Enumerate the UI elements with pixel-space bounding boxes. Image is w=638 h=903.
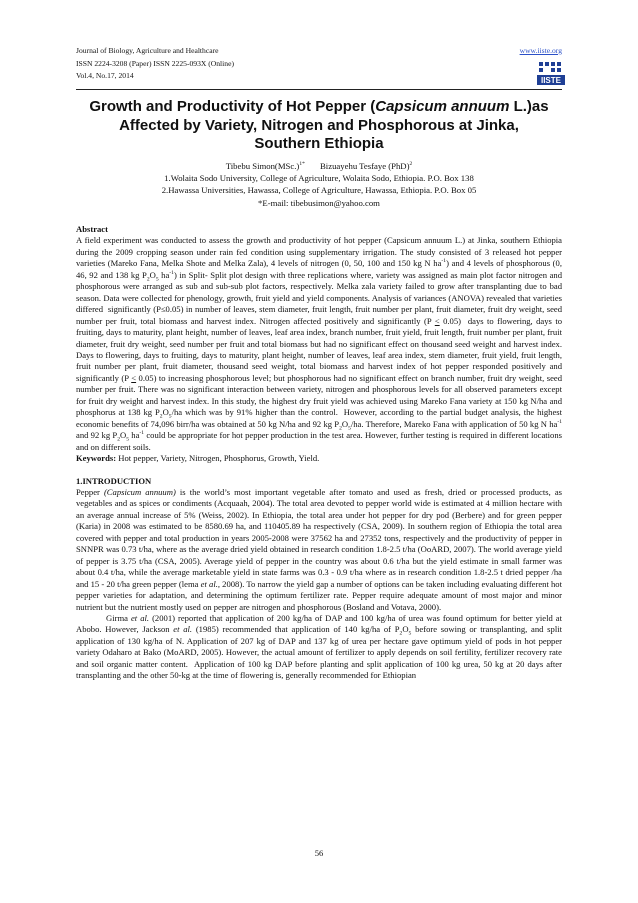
abstract-heading: Abstract xyxy=(76,224,108,234)
introduction-paragraph-1: Pepper (Capsicum annuum) is the world’s most important vegetable after tomato and used as fresh, dried or processed products, as vegetables and as spices or condiments (Acquaah, 2004). The total area devoted to pepper world wide is estimated at 4 million hectare with an average annual increase of 5% (Weiss, 2002). In Ethiopia, the total area under hot pepper for dry pod (Berbere) and for green pepper (Karia) in 2008 was estimated to be 8580.69 ha, and 110405.89 ha respectively (CSA, 2009). In southern region of Ethiopia the total area covered with pepper and total production in years 2005-2008 were 37562 ha and 27352 tons, respectively and the productivity of pepper in SNNPR was 0.73 t/ha, where as the average dried yield obtained in research condition 1.8-2.5 t/ha (OoARD, 2007). The world average yield of pepper is 3.75 t/ha (CSA, 2005). Average yield of pepper in the country was about 0.6 t/ha but the yield estimate in small farmer was about 0.4 t/ha, while the average marketable yield in state farms was 0.3 - 0.9 t/ha where as in research condition 1.8-2.5 t dried pepper /ha and 15 - 20 t/ha green pepper (lema et al., 2008). To narrow the yield gap a number of options can be taken including evaluating different hot pepper varieties for adaptation, and determining the optimum fertilizer rate. Pepper require adequate amount of most major and minor nutrient but the nutrient mostly used on pepper are nitrogen and phosphorous (Bosland and Votava, 2000). xyxy=(76,486,562,612)
page-number: 56 xyxy=(314,848,324,858)
journal-issn: ISSN 2224-3208 (Paper) ISSN 2225-093X (Online) xyxy=(76,58,234,68)
abstract-text: A field experiment was conducted to assess the growth and productivity of hot pepper (Capsicum annuum L.) at Jinka, southern Ethiopia during the 2009 cropping season under rain fed condition using supplementary irrigation. The study consisted of 3 released hot pepper varieties (Mareko Fana, Melka Shote and Melka Zala), 4 levels of nitrogen (0, 50, 100 and 150 kg N $ha^{-1}$) and 4 levels of phosphorous (0, 46, 92 and 138 kg $P_2O_5$ $ha^{-1}$) in Split- Split plot design with three replications where, variety was assigned as main plot factor nitrogen and phosphorous were arranged as sub and sub-sub plot factors, respectively. Melka zala variety failed to grow after transplanting due to bad season. Data were collected for phenology, growth, fruit yield and yield components. Analysis of variances (ANOVA) revealed that varieties differed significantly (P≤0.05) in number of leaves, stem diameter, fruit length, fruit number per plant, fruit diameter, fruit dry weight, seed number per fruit, total biomass and harvest index. Nitrogen affected positively and significantly (P < 0.05) days to flowering, days to fruiting, days to maturity, plant height, number of leaves, leaf area index, branch number, fruit yield, fruit length, fruit number per plant, fruit diameter, fruit dry weight, seed number per fruit and total biomass but had no significant effect on thousand seed weight and harvest index. Days to flowering, days to fruiting, days to maturity, plant height, number of leaves, leaf area index, stem diameter, fruit yield, fruit length, fruit number per plant, fruit diameter, thousand seed weight, total biomass and harvest index of hot pepper responded positively and significantly (P < 0.05) to increasing phosphorous level; but phosphorous had no significant effect on branch number, fruit dry weight, seed number per fruit. There was no significant interaction between variety, nitrogen and phosphorous levels for all observed parameters except for fruit dry weight and harvest index. In this study, the highest dry fruit yield was achieved using Mareko Fana variety at 150 kg N/ha and phosphorus at 138 kg $P_2O_5/ha$ which was by 91% higher than the control. However, according to the partial budget analysis, the highest economic benefits of 74,096 birr/ha was obtained at 50 kg N/ha and 92 kg $P_2O_5/ha$. Therefore, Mareko Fana with application of 50 kg N $ha^{-1}$ and 92 kg $P_2O_5$ $ha^{-1}$ could be appropriate for hot pepper production in the test area. However, further testing is required in different locations and on different soils. xyxy=(76,235,563,452)
keywords-text: Hot pepper, Variety, Nitrogen, Phosphorus, Growth, Yield. xyxy=(116,453,320,464)
author-email: *E-mail: tibebusimon@yahoo.com xyxy=(258,197,380,208)
author-names: Tibebu $Simon(MSc.)^{1*}$ Bizuayehu Tesfaye (PhD)$^2$ xyxy=(225,161,413,171)
author-block xyxy=(76,160,562,209)
journal-volume: Vol.4, No.17, 2014 xyxy=(76,71,134,80)
header-rule xyxy=(76,89,562,90)
journal-name: Journal of Biology, Agriculture and Healthcare xyxy=(76,46,219,55)
paper-body xyxy=(76,224,562,682)
iiste-logo-icon xyxy=(537,60,565,86)
journal-header xyxy=(76,45,562,83)
keywords-line xyxy=(76,453,562,464)
journal-url-link[interactable]: www.iiste.org xyxy=(519,46,562,55)
keywords-label: Keywords: xyxy=(76,453,117,464)
affiliation-1: 1.Wolaita Sodo University, College of Agriculture, Wolaita Sodo, Ethiopia. P.O. Box 138 xyxy=(164,173,474,184)
affiliation-2: 2.Hawassa Universities, Hawassa, College of Agriculture, Hawassa, Ethiopia. P.O. Box 05 xyxy=(161,185,477,196)
introduction-heading: 1.INTRODUCTION xyxy=(76,475,152,486)
introduction-paragraph-2: Girma et al. (2001) reported that application of 200 kg/ha of DAP and 100 kg/ha of urea was found optimum for better yield at Abobo. However, Jackson et al. (1985) recommended that application of 140 kg/ha of $P_2O_5$ before sowing or transplanting, and split application of 130 kg/ha of N. Application of 207 kg of DAP and 137 kg of urea per hectare gave optimum yield of pods in hot pepper variety Odaharo at Bako (MoARD, 2005). However, the actual amount of fertilizer to apply depends on soil fertility, fertilizer recovery rate and soil organic matter content. Application of 100 kg DAP before planting and split application of 100 kg urea, 50 kg at 20 days after transplanting and the other 50-kg at the time of flowering is, generally recommended for Ethiopian xyxy=(76,612,563,681)
paper-title: Growth and Productivity of Hot Pepper (Capsicum annuum L.)as Affected by Variety, Nitrogen and Phosphorous at Jinka, Southern Ethiopia xyxy=(89,98,549,152)
logo-text: IISTE xyxy=(540,76,562,85)
